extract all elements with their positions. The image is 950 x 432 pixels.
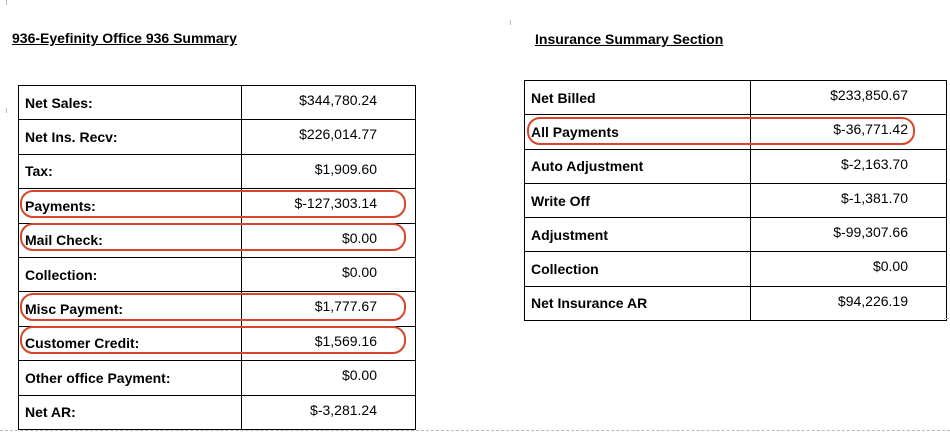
row-label: Write Off bbox=[525, 183, 751, 217]
table-row bbox=[525, 183, 947, 217]
table-row bbox=[19, 292, 416, 326]
row-value: $-1,381.70 bbox=[751, 183, 947, 217]
row-label: Collection: bbox=[19, 257, 242, 291]
office-summary-table bbox=[18, 85, 416, 430]
row-value: $1,777.67 bbox=[242, 292, 416, 326]
row-label: Adjustment bbox=[525, 218, 751, 252]
row-label: Misc Payment: bbox=[19, 292, 242, 326]
row-label: Collection bbox=[525, 252, 751, 286]
row-value: $-3,281.24 bbox=[242, 395, 416, 429]
corner-mark bbox=[510, 20, 511, 25]
row-value: $94,226.19 bbox=[751, 286, 947, 320]
row-label: Net AR: bbox=[19, 395, 242, 429]
table-row bbox=[19, 120, 416, 154]
insurance-summary-table bbox=[524, 80, 947, 321]
row-value: $-99,307.66 bbox=[751, 218, 947, 252]
row-value: $1,569.16 bbox=[242, 326, 416, 360]
page-break-line bbox=[0, 430, 950, 431]
insurance-summary-title: Insurance Summary Section bbox=[535, 31, 724, 47]
table-row bbox=[19, 257, 416, 291]
table-row bbox=[19, 395, 416, 429]
row-value: $344,780.24 bbox=[242, 86, 416, 120]
row-label: Mail Check: bbox=[19, 223, 242, 257]
row-value: $-36,771.42 bbox=[751, 115, 947, 149]
row-label: Net Insurance AR bbox=[525, 286, 751, 320]
row-label: Net Ins. Recv: bbox=[19, 120, 242, 154]
table-row bbox=[19, 223, 416, 257]
office-summary-title: 936-Eyefinity Office 936 Summary bbox=[12, 30, 237, 46]
row-value: $0.00 bbox=[242, 257, 416, 291]
corner-mark bbox=[6, 108, 7, 113]
row-label: Auto Adjustment bbox=[525, 149, 751, 183]
corner-mark bbox=[944, 318, 949, 319]
row-value: $-2,163.70 bbox=[751, 149, 947, 183]
table-row bbox=[19, 189, 416, 223]
row-label: Net Sales: bbox=[19, 86, 242, 120]
row-label: Tax: bbox=[19, 154, 242, 188]
row-value: $-127,303.14 bbox=[242, 189, 416, 223]
table-row bbox=[525, 286, 947, 320]
table-row bbox=[19, 86, 416, 120]
row-value: $233,850.67 bbox=[751, 81, 947, 115]
row-label: All Payments bbox=[525, 115, 751, 149]
table-row bbox=[525, 115, 947, 149]
row-value: $1,909.60 bbox=[242, 154, 416, 188]
row-label: Customer Credit: bbox=[19, 326, 242, 360]
row-label: Payments: bbox=[19, 189, 242, 223]
table-row bbox=[525, 81, 947, 115]
table-row bbox=[19, 361, 416, 395]
table-row bbox=[525, 149, 947, 183]
row-label: Net Billed bbox=[525, 81, 751, 115]
row-value: $226,014.77 bbox=[242, 120, 416, 154]
corner-mark bbox=[6, 0, 7, 5]
table-row bbox=[19, 326, 416, 360]
row-label: Other office Payment: bbox=[19, 361, 242, 395]
table-row bbox=[525, 252, 947, 286]
table-row bbox=[19, 154, 416, 188]
row-value: $0.00 bbox=[242, 223, 416, 257]
table-row bbox=[525, 218, 947, 252]
row-value: $0.00 bbox=[751, 252, 947, 286]
row-value: $0.00 bbox=[242, 361, 416, 395]
